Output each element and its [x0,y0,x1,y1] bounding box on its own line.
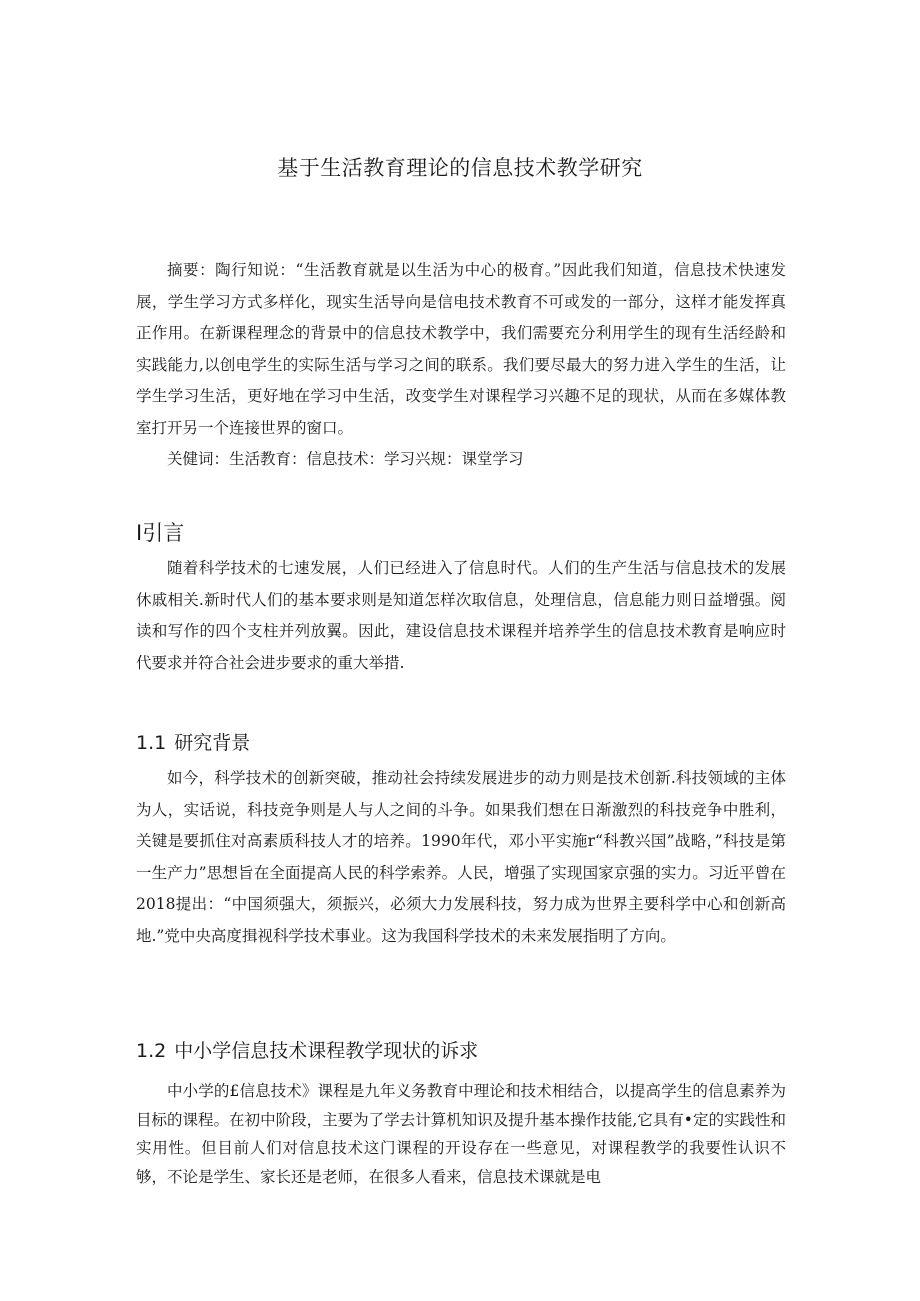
section-introduction-body [136,553,786,679]
background-paragraph: 如今，科学技术的创新突破，推动社会持续发展进步的动力则是技术创新.科技领域的主体为人，实话说，科技竞争则是人与人之间的斗争。如果我们想在日渐激烈的科技竞争中胜利，关键是要抓住对高素质科技人才的培养。1990年代，邓小平实施r“科教兴国”战略，”科技是第一生产力”思想旨在全面提高人民的科学索养。人民，增强了实现国家京强的实力。习近平曾在2018提出：“中国须强大，须振兴，必须大力发展科技，努力成为世界主要科学中心和创新高地.”党中央高度揖视科学技术事业。这为我国科学技术的未来发展指明了方向。 [136,769,786,945]
section-1-1 [136,728,786,755]
section-1-2-body [136,1077,786,1191]
section-1-1-body [136,763,786,952]
section-heading-1-2 [136,1036,786,1063]
status-paragraph: 中小学的£信息技术》课程是九年义务教育中理论和技术相结合，以提高学生的信息素养为目标的课程。在初中阶段，主要为了学去计算机知识及提升基本操作技能,它具有•定的实践性和实用性。但目前人们对信息技术这门课程的开设存在一些意见，对课程教学的我要性认识不够，不论是学生、家长还是老师，在很多人看来，信息技术课就是电 [136,1082,786,1186]
document-title: 基于生活教育理论的信息技术教学研究 [277,156,643,180]
section-title: 中小学信息技术课程教学现状的诉求 [174,1040,479,1062]
keywords-line: 关健词：生活教育：信息技术：学习兴规：课堂学习 [167,450,524,468]
abstract-paragraph: 摘要：陶行知说：“生活教育就是以生活为中心的极育。”因此我们知道，信息技术快速发展，学生学习方式多样化，现实生活导向是信电技术教育不可或发的一部分，这样才能发挥真正作用。在新课程理念的背景中的信息技术教学中，我们需要充分利用学生的现有生活经龄和实践能力,以创电学生的实际生活与学习之间的联系。我们要尽最大的努力进入学生的生活，让学生学习生活，更好地在学习中生活，改变学生对课程学习兴趣不足的现状，从而在多媒体教室打开另一个连接世界的窗口。 [136,261,786,437]
section-number: 1.1 [136,732,167,754]
section-number: 1.2 [136,1040,167,1062]
abstract-block [136,255,786,476]
section-heading-introduction: I引言 [136,521,185,545]
section-heading-1-1 [136,728,786,755]
section-1-2 [136,1036,786,1063]
section-introduction [136,517,786,547]
section-title: 研究背景 [174,732,251,754]
introduction-paragraph: 随着科学技术的七速发展，人们已经进入了信息时代。人们的生产生活与信息技术的发展休戚相关.新时代人们的基本要求则是知道怎样次取信息，处理信息，信息能力则日益增强。阅读和写作的四个支柱并列放翼。因此，建设信息技术课程并培养学生的信息技术教育是响应时代要求并符合社会进步要求的重大举措. [136,559,786,672]
